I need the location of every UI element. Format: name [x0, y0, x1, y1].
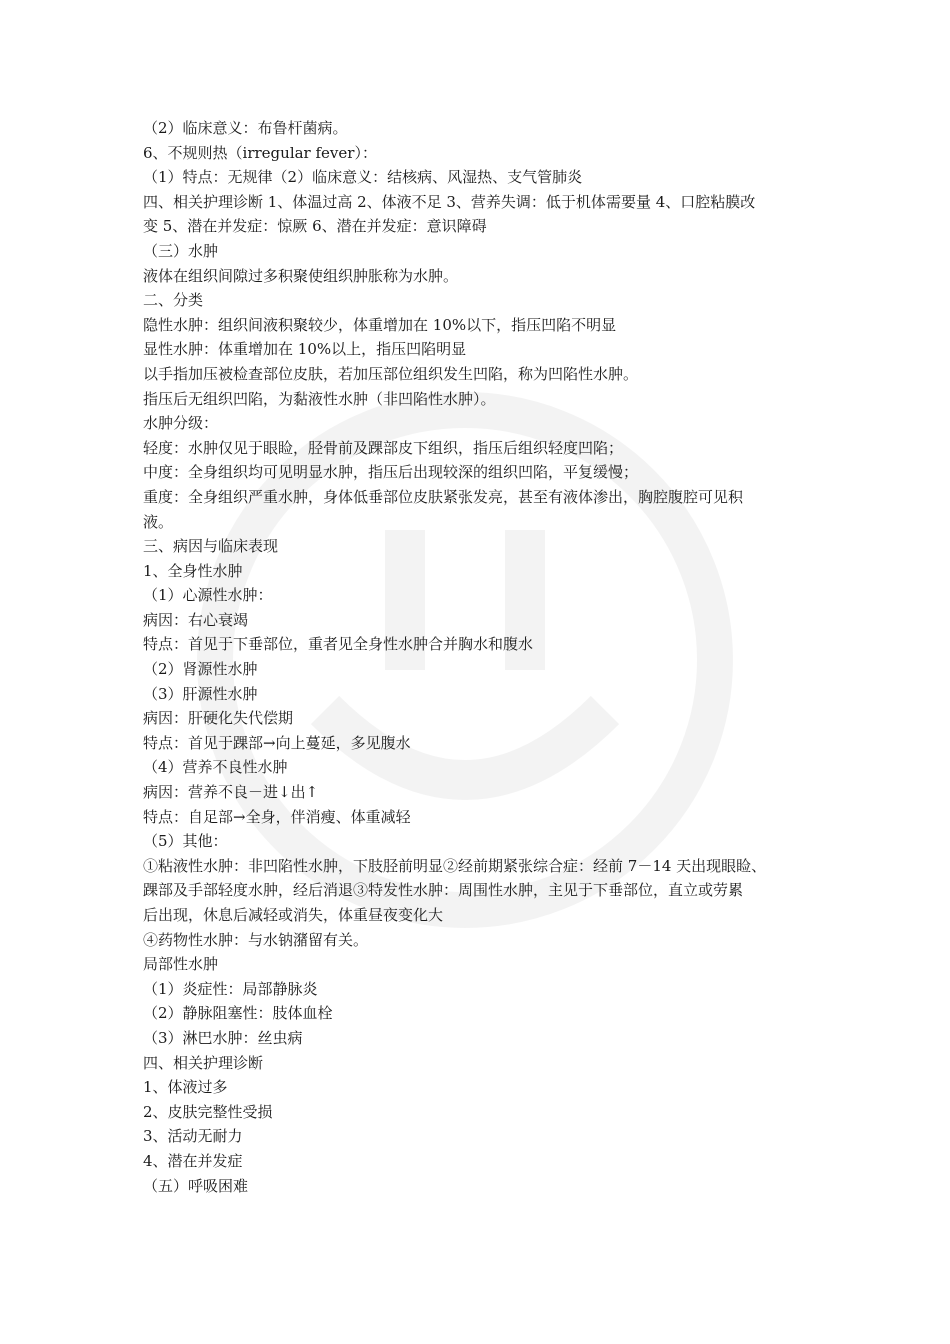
- section-heading: （三）水肿: [143, 241, 219, 260]
- section-heading: 二、分类: [143, 291, 204, 310]
- text-line: 局部性水肿: [143, 955, 219, 974]
- text-line: 2、皮肤完整性受损: [143, 1102, 273, 1121]
- text-line: 踝部及手部轻度水肿，经后消退③特发性水肿：周围性水肿，主见于下垂部位，直立或劳累: [143, 881, 744, 900]
- text-line: 重度：全身组织严重水肿，身体低垂部位皮肤紧张发亮，甚至有液体渗出，胸腔腹腔可见积: [143, 487, 744, 506]
- text-line: 特点：首见于下垂部位，重者见全身性水肿合并胸水和腹水: [143, 635, 534, 654]
- section-heading: 四、相关护理诊断: [143, 1053, 264, 1072]
- text-line: 以手指加压被检查部位皮肤，若加压部位组织发生凹陷，称为凹陷性水肿。: [143, 364, 639, 383]
- text-line: 1、体液过多: [143, 1078, 228, 1097]
- text-line: 中度：全身组织均可见明显水肿，指压后出现较深的组织凹陷，平复缓慢；: [143, 463, 639, 482]
- text-line: 指压后无组织凹陷，为黏液性水肿（非凹陷性水肿）。: [143, 389, 496, 408]
- text-line: 四、相关护理诊断 1、体温过高 2、体液不足 3、营养失调：低于机体需要量 4、口腔粘膜改: [143, 192, 756, 211]
- text-line: 6、不规则热（irregular fever）：: [143, 143, 377, 162]
- text-line: 特点：首见于踝部→向上蔓延，多见腹水: [143, 733, 411, 752]
- text-line: （1）心源性水肿：: [143, 586, 273, 605]
- text-line: 隐性水肿：组织间液积聚较少，体重增加在 10%以下，指压凹陷不明显: [143, 315, 617, 334]
- text-line: （2）临床意义：布鲁杆菌病。: [143, 119, 348, 137]
- text-line: （1）特点：无规律（2）临床意义：结核病、风湿热、支气管肺炎: [143, 168, 583, 187]
- text-line: 变 5、潜在并发症：惊厥 6、潜在并发症：意识障碍: [143, 217, 487, 236]
- text-line: 后出现，休息后减轻或消失，体重昼夜变化大: [143, 906, 444, 924]
- text-line: 显性水肿：体重增加在 10%以上，指压凹陷明显: [143, 340, 467, 359]
- text-line: （3）肝源性水肿: [143, 684, 258, 703]
- text-line: 液体在组织间隙过多积聚使组织肿胀称为水肿。: [143, 266, 459, 285]
- text-line: 水肿分级：: [143, 414, 219, 433]
- text-line: 特点：自足部→全身，伴消瘦、体重减轻: [143, 807, 411, 826]
- text-line: 病因：右心衰竭: [143, 610, 249, 629]
- text-line: 病因：肝硬化失代偿期: [143, 709, 294, 728]
- text-line: 3、活动无耐力: [143, 1127, 243, 1146]
- text-line: （1）炎症性：局部静脉炎: [143, 979, 318, 998]
- text-line: 液。: [143, 512, 174, 531]
- text-line: （2）肾源性水肿: [143, 660, 258, 679]
- text-line: （4）营养不良性水肿: [143, 758, 288, 777]
- text-line: 1、全身性水肿: [143, 561, 243, 580]
- section-heading: 三、病因与临床表现: [143, 537, 279, 556]
- document-body: [143, 116, 815, 1198]
- text-line: ④药物性水肿：与水钠潴留有关。: [143, 930, 369, 949]
- text-line: 轻度：水肿仅见于眼睑，胫骨前及踝部皮下组织，指压后组织轻度凹陷；: [143, 438, 624, 457]
- text-line: 病因：营养不良－进↓出↑: [143, 783, 319, 802]
- text-line: 4、潜在并发症: [143, 1151, 243, 1170]
- section-heading: （五）呼吸困难: [143, 1176, 249, 1195]
- text-line: （5）其他：: [143, 832, 228, 851]
- text-line: （2）静脉阻塞性：肢体血栓: [143, 1004, 333, 1023]
- text-line: （3）淋巴水肿：丝虫病: [143, 1028, 303, 1047]
- text-line: ①粘液性水肿：非凹陷性水肿，下肢胫前明显②经前期紧张综合症：经前 7－14 天出现眼睑、: [143, 856, 767, 875]
